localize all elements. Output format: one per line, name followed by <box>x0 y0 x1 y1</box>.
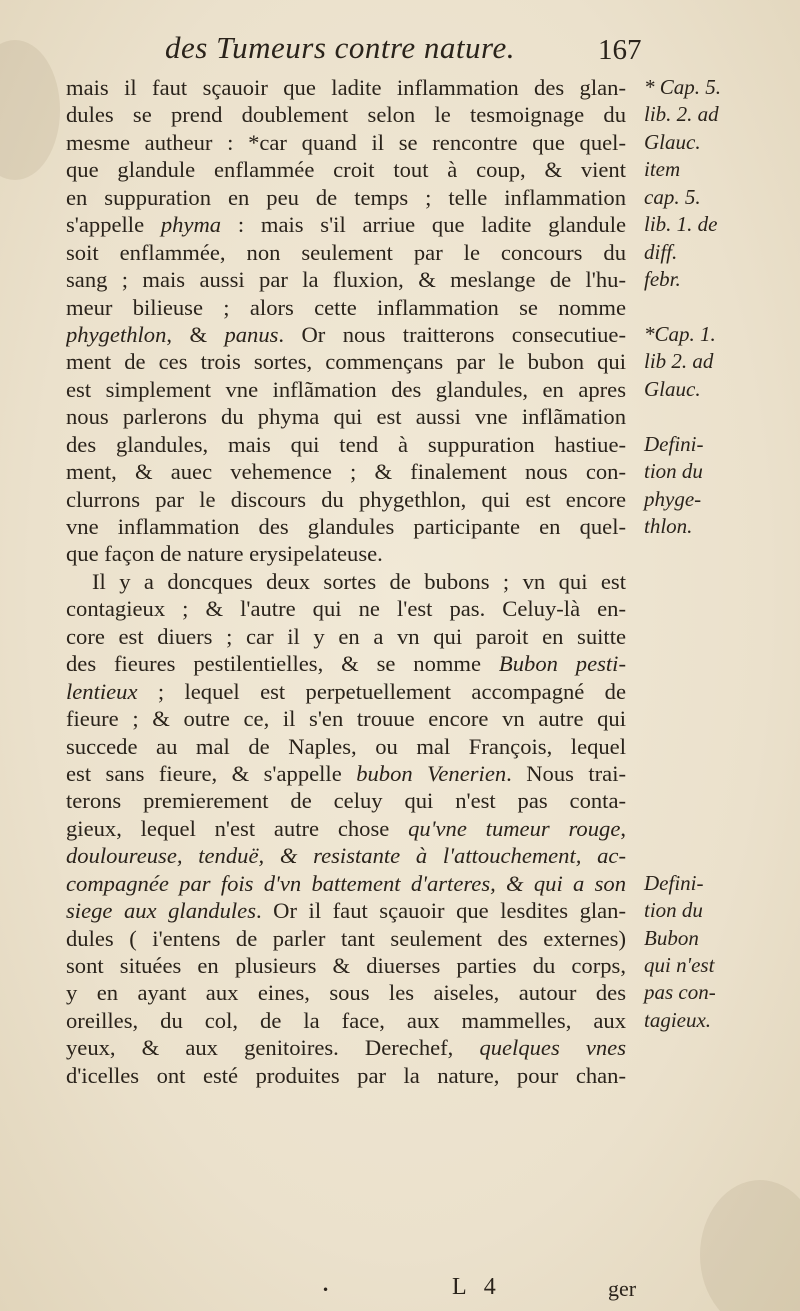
margin-spacer <box>644 787 794 814</box>
catchword: ger <box>608 1276 637 1301</box>
margin-spacer <box>644 595 794 622</box>
margin-spacer <box>644 705 794 732</box>
margin-note: qui n'est <box>644 953 715 977</box>
text-line: yeux, & aux genitoires. Derechef, quelques vnes <box>66 1035 626 1061</box>
margin-spacer <box>644 815 794 842</box>
text-line: lentieux ; lequel est perpetuellement accompagné de <box>66 678 626 704</box>
margin-spacer <box>644 1062 794 1089</box>
margin-note: Defini- <box>644 870 704 895</box>
text-line: meur bilieuse ; alors cette inflammation se nomme <box>66 294 626 320</box>
text-line: douloureuse, tenduë, & resistante à l'attouchement, ac- <box>66 843 626 869</box>
running-head: des Tumeurs contre nature. <box>165 30 515 65</box>
text-line: terons premierement de celuy qui n'est pas conta- <box>66 788 626 814</box>
margin-note: * Cap. 5. <box>644 75 722 99</box>
page-number: 167 <box>598 34 642 66</box>
text-line: que glandule enflammée croit tout à coup, & vient <box>66 157 626 183</box>
margin-notes <box>644 74 794 1089</box>
text-line: core est diuers ; car il y en a vn qui paroit en suitte <box>66 623 626 649</box>
margin-spacer <box>644 568 794 595</box>
margin-note: Bubon <box>644 925 699 950</box>
margin-note: tion du <box>644 459 703 484</box>
text-line: compagnée par fois d'vn battement d'arteres, & qui a son <box>66 870 626 896</box>
margin-note: cap. 5. <box>644 184 701 209</box>
text-line: nous parlerons du phyma qui est aussi vne inflãmation <box>66 404 626 430</box>
margin-note: lib 2. ad <box>644 349 714 374</box>
text-line: phygethlon, & panus. Or nous traitterons consecutiue- <box>66 321 626 347</box>
margin-spacer <box>644 623 794 650</box>
text-line: est sans fieure, & s'appelle bubon Venerien. Nous trai- <box>66 760 626 786</box>
margin-note: diff. <box>644 239 678 264</box>
text-line: que façon de nature erysipelateuse. <box>66 541 383 567</box>
text-line: oreilles, du col, de la face, aux mammelles, aux <box>66 1007 626 1033</box>
margin-note: tagieux. <box>644 1007 712 1032</box>
margin-note: febr. <box>644 267 681 292</box>
margin-note: lib. 1. de <box>644 212 718 237</box>
printer-mark: • <box>322 1283 330 1297</box>
text-line: fieure ; & outre ce, il s'en trouue encore vn autre qui <box>66 706 626 732</box>
text-line: en suppuration en peu de temps ; telle inflammation <box>66 184 626 210</box>
text-line: ment, & auec vehemence ; & finalement nous con- <box>66 459 626 485</box>
margin-spacer <box>644 842 794 869</box>
margin-note: Defini- <box>644 431 704 456</box>
margin-note: thlon. <box>644 514 693 538</box>
body-text <box>66 74 626 1089</box>
margin-spacer <box>644 1034 794 1061</box>
margin-spacer <box>644 678 794 705</box>
text-line: ment de ces trois sortes, commençans par le bubon qui <box>66 349 626 375</box>
margin-note: Glauc. <box>644 376 701 401</box>
margin-spacer <box>644 733 794 760</box>
page-stain <box>0 40 60 180</box>
text-line: vne inflammation des glandules participante en quel- <box>66 514 626 539</box>
text-line: sang ; mais aussi par la fluxion, & meslange de l'hu- <box>66 267 626 293</box>
text-line: soit enflammée, non seulement par le concours du <box>66 239 626 265</box>
margin-note: *Cap. 1. <box>644 321 716 346</box>
text-line: d'icelles ont esté produites par la nature, pour chan- <box>66 1062 626 1088</box>
text-line: clurrons par le discours du phygethlon, qui est encore <box>66 486 626 512</box>
margin-spacer <box>644 294 794 321</box>
text-line: siege aux glandules. Or il faut sçauoir que lesdites glan- <box>66 898 626 924</box>
margin-note: tion du <box>644 898 703 923</box>
text-line: succede au mal de Naples, ou mal François, lequel <box>66 733 626 759</box>
text-line: dules ( i'entens de parler tant seulement des externes) <box>66 925 626 951</box>
margin-note: item <box>644 157 681 182</box>
text-line: est simplement vne inflãmation des glandules, en apres <box>66 376 626 402</box>
text-line: dules se prend doublement selon le tesmoignage du <box>66 102 626 128</box>
margin-note: Glauc. <box>644 129 701 154</box>
margin-spacer <box>644 760 794 787</box>
margin-spacer <box>644 540 794 567</box>
text-line: des fieures pestilentielles, & se nomme Bubon pesti- <box>66 651 626 677</box>
margin-note: pas con- <box>644 980 716 1005</box>
margin-note: lib. 2. ad <box>644 102 719 127</box>
signature-mark: L 4 <box>452 1274 502 1300</box>
text-line: gieux, lequel n'est autre chose qu'vne tumeur rouge, <box>66 815 626 841</box>
margin-spacer <box>644 403 794 430</box>
text-line: y en ayant aux eines, sous les aiseles, autour des <box>66 980 626 1006</box>
page-stain <box>700 1180 800 1311</box>
text-line: mesme autheur : *car quand il se rencontre que quel- <box>66 129 626 155</box>
text-line: s'appelle phyma : mais s'il arriue que ladite glandule <box>66 212 626 238</box>
text-line: des glandules, mais qui tend à suppuration hastiue- <box>66 431 626 457</box>
text-line: Il y a doncques deux sortes de bubons ; vn qui est <box>92 568 626 594</box>
margin-note: phyge- <box>644 486 702 511</box>
text-line: contagieux ; & l'autre qui ne l'est pas. Celuy-là en- <box>66 596 626 622</box>
text-line: mais il faut sçauoir que ladite inflammation des glan- <box>66 75 626 100</box>
margin-spacer <box>644 650 794 677</box>
text-line: sont situées en plusieurs & diuerses parties du corps, <box>66 953 626 978</box>
